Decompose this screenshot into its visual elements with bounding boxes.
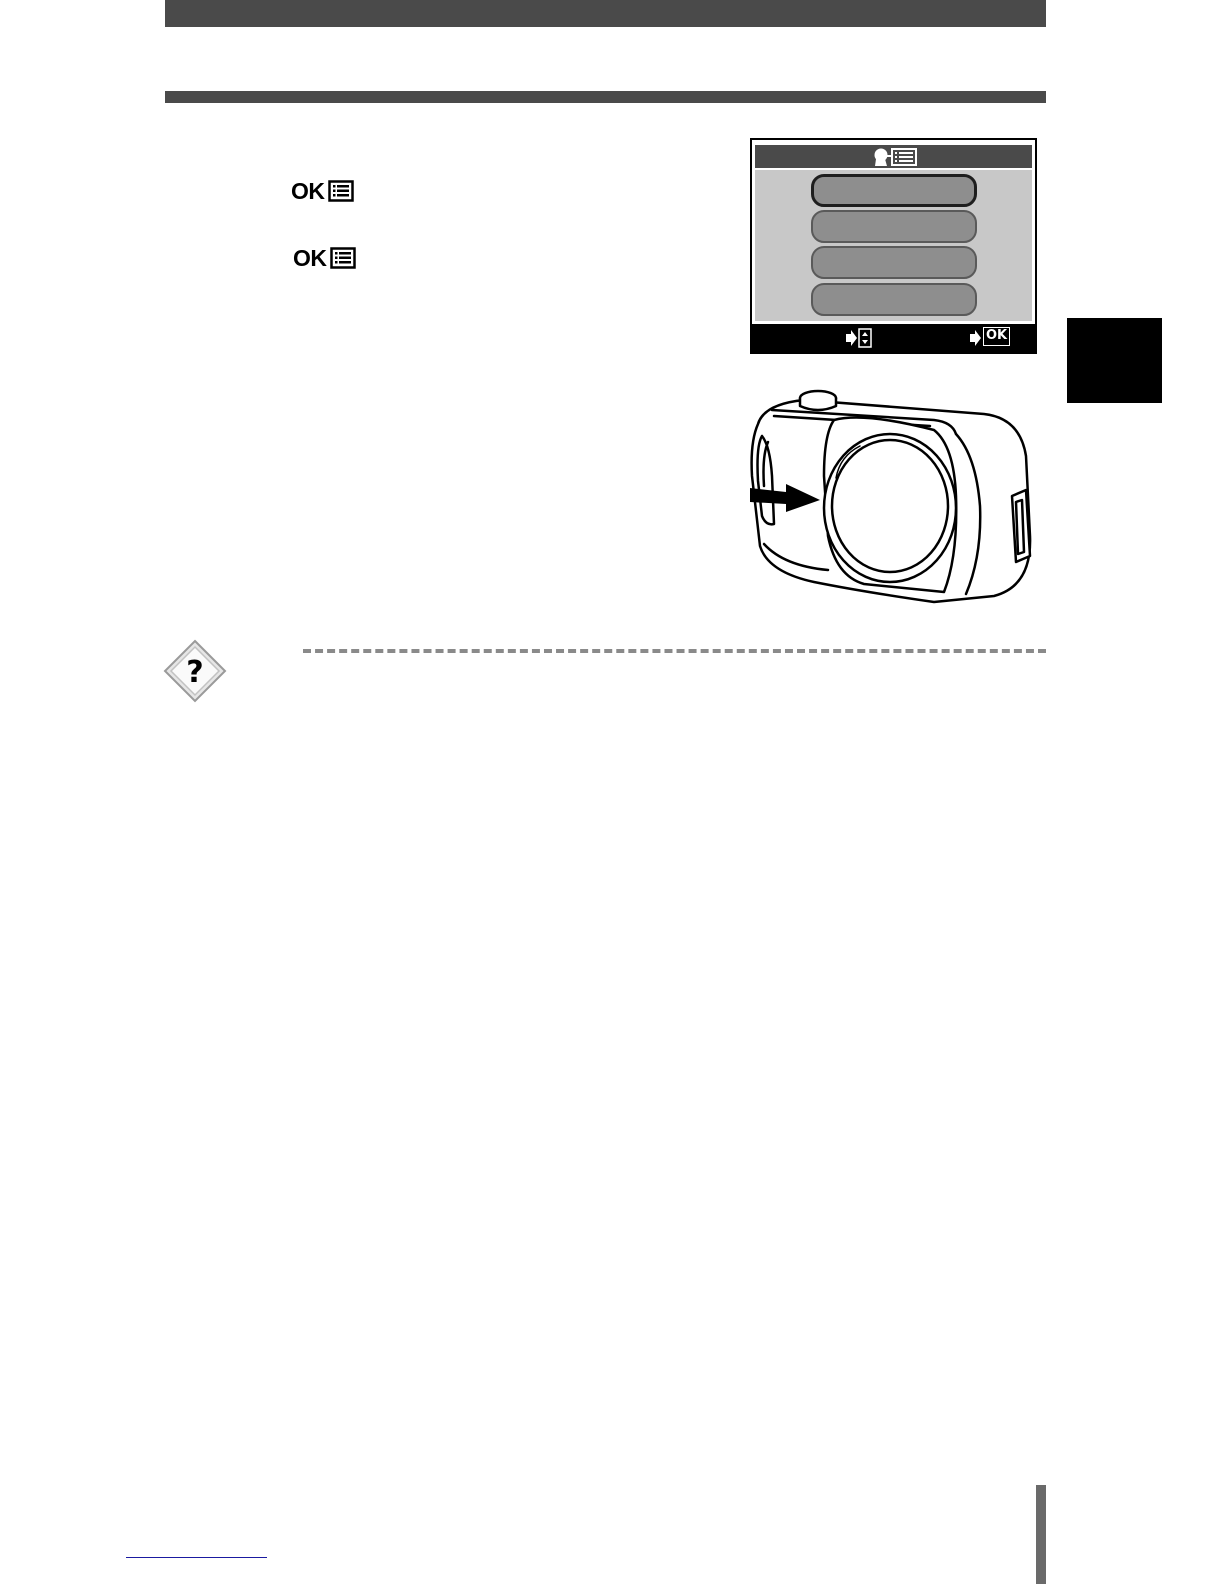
ok-label: OK <box>293 244 327 271</box>
header-bottom-bar <box>165 91 1046 103</box>
ok-label: OK <box>291 177 325 204</box>
question-diamond-icon <box>163 639 227 703</box>
tip-divider <box>303 649 1046 653</box>
footer-link-underline[interactable] <box>126 1557 267 1558</box>
lcd-menu-screen <box>750 138 1037 354</box>
lcd-menu-body <box>755 170 1032 321</box>
lcd-menu-footer <box>752 324 1035 352</box>
svg-text:?: ? <box>186 655 204 690</box>
ok-key-label: OK <box>985 328 1008 343</box>
lcd-menu-header <box>755 145 1032 168</box>
chapter-tab <box>1067 318 1162 403</box>
menu-list-icon <box>330 247 356 269</box>
menu-option-2[interactable] <box>811 210 977 243</box>
ok-key-badge <box>983 327 1010 346</box>
ok-menu-button-step-1 <box>291 177 354 205</box>
menu-option-3[interactable] <box>811 246 977 279</box>
ok-menu-button-step-2 <box>293 244 356 272</box>
up-down-select-icon <box>845 328 873 348</box>
header-top-bar <box>165 0 1046 27</box>
language-menu-icon <box>873 147 919 167</box>
menu-list-icon <box>328 180 354 202</box>
confirm-arrow-icon <box>969 328 981 348</box>
menu-option-1[interactable] <box>811 174 977 207</box>
camera-lens-barrier-icon <box>744 386 1034 608</box>
menu-option-4[interactable] <box>811 283 977 316</box>
page-edge-marker <box>1036 1485 1046 1584</box>
